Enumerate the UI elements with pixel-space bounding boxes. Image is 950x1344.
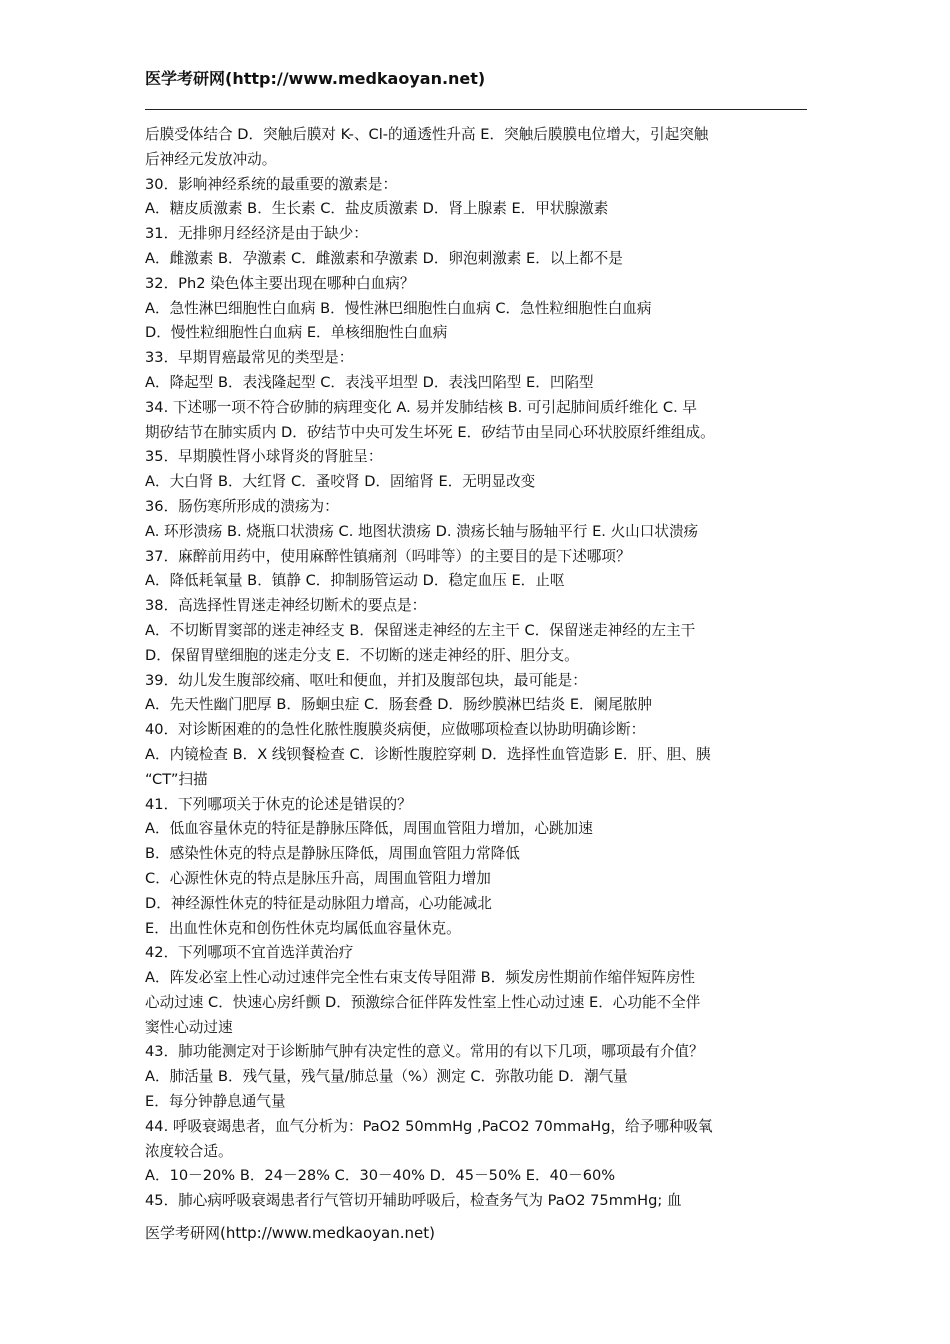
text-line: 浓度较合适。 [145, 1142, 233, 1160]
text-line: 期矽结节在肺实质内 D．矽结节中央可发生坏死 E．矽结节由呈同心环状胶原纤维组成。 [145, 423, 715, 441]
text-line: 30．影响神经系统的最重要的激素是： [145, 175, 398, 193]
text-line: 窦性心动过速 [145, 1018, 233, 1036]
text-line: A．降低耗氧量 B．镇静 C．抑制肠管运动 D．稳定血压 E．止呕 [145, 572, 565, 590]
text-line: 31．无排卵月经经济是由于缺少： [145, 225, 368, 243]
text-line: 心动过速 C．快速心房纤颤 D．预激综合征伴阵发性室上性心动过速 E．心功能不全伴 [145, 993, 701, 1011]
text-line: D．慢性粒细胞性白血病 E．单核细胞性白血病 [145, 324, 448, 342]
text-line: 后膜受体结合 D．突触后膜对 K-、Cl-的通透性升高 E．突触后膜膜电位增大，引起突触 [145, 126, 709, 143]
text-line: A．10－20% B．24－28% C．30－40% D．45－50% E．40－60% [145, 1167, 616, 1185]
text-line: E．每分钟静息通气量 [145, 1093, 286, 1111]
page-footer: 医学考研网(http://www.medkaoyan.net) [145, 1224, 435, 1242]
page-header: 医学考研网(http://www.medkaoyan.net) [145, 69, 486, 88]
text-line: 37．麻醉前用药中，使用麻醉性镇痛剂（吗啡等）的主要目的是下述哪项？ [145, 547, 631, 565]
text-line: 34. 下述哪一项不符合矽肺的病理变化 A. 易并发肺结核 B. 可引起肺间质纤维化 C. 早 [145, 398, 697, 416]
text-line: C．心源性休克的特点是脉压升高，周围血管阻力增加 [145, 869, 491, 887]
text-line: A．大白肾 B．大红肾 C．蚤咬肾 D．固缩肾 E．无明显改变 [145, 473, 536, 491]
text-line: A．急性淋巴细胞性白血病 B．慢性淋巴细胞性白血病 C．急性粒细胞性白血病 [145, 299, 652, 317]
text-line: 后神经元发放冲动。 [145, 150, 277, 168]
text-line: A. 环形溃疡 B. 烧瓶口状溃疡 C. 地图状溃疡 D. 溃疡长轴与肠轴平行 E. 火山口状溃疡 [145, 522, 699, 540]
text-line: D．保留胃壁细胞的迷走分支 E．不切断的迷走神经的肝、胆分支。 [145, 646, 579, 664]
header-divider [145, 109, 807, 110]
text-line: “CT”扫描 [145, 770, 208, 788]
text-line: D．神经源性休克的特征是动脉阻力增高，心功能减北 [145, 894, 492, 912]
text-line: 41．下列哪项关于休克的论述是错误的？ [145, 795, 412, 813]
text-line: 33．早期胃癌最常见的类型是： [145, 349, 354, 367]
text-line: 45．肺心病呼吸衰竭患者行气管切开辅助呼吸后，检查务气为 PaO2 75mmHg; 血 [145, 1192, 682, 1210]
document-body [145, 123, 817, 1214]
text-line: 40．对诊断困难的的急性化脓性腹膜炎病便，应做哪项检查以协助明确诊断： [145, 721, 646, 739]
text-line: A．低血容量休克的特征是静脉压降低，周围血管阻力增加，心跳加速 [145, 820, 593, 838]
text-line: 36．肠伤寒所形成的溃疡为： [145, 497, 339, 515]
text-line: A．糖皮质激素 B．生长素 C．盐皮质激素 D．肾上腺素 E．甲状腺激素 [145, 200, 609, 218]
text-line: 42．下列哪项不宜首选洋黄治疗 [145, 944, 354, 962]
text-line: 44. 呼吸衰竭患者，血气分析为：PaO2 50mmHg ,PaCO2 70mmaHg，给予哪种吸氧 [145, 1117, 713, 1135]
text-line: 38．高选择性胃迷走神经切断术的要点是： [145, 597, 427, 615]
text-line: A．阵发必室上性心动过速伴完全性右束支传导阻滞 B．频发房性期前作缩伴短阵房性 [145, 969, 696, 987]
text-line: A．先天性幽门肥厚 B．肠蛔虫症 C．肠套叠 D．肠纱膜淋巴结炎 E．阑尾脓肿 [145, 696, 653, 714]
text-line: 35．早期膜性肾小球肾炎的肾脏呈： [145, 448, 383, 466]
text-line: B．感染性休克的特点是静脉压降低，周围血管阻力常降低 [145, 845, 520, 863]
text-line: E．出血性休克和创伤性休克均属低血容量休克。 [145, 919, 461, 937]
text-line: A．内镜检查 B．X 线钡餐检查 C．诊断性腹腔穿刺 D．选择性血管造影 E．肝、胆、胰 [145, 745, 711, 763]
text-line: 43．肺功能测定对于诊断肺气肿有决定性的意义。常用的有以下几项，哪项最有介值？ [145, 1043, 704, 1061]
text-line: A．降起型 B．表浅隆起型 C．表浅平坦型 D．表浅凹陷型 E．凹陷型 [145, 373, 594, 391]
text-line: A．肺活量 B．残气量，残气量/肺总量（%）测定 C．弥散功能 D．潮气量 [145, 1068, 628, 1086]
text-line: 39．幼儿发生腹部绞痛、呕吐和便血，并扪及腹部包块，最可能是： [145, 671, 587, 689]
text-line: 32．Ph2 染色体主要出现在哪种白血病？ [145, 274, 415, 292]
text-line: A．不切断胃窦部的迷走神经支 B．保留迷走神经的左主干 C．保留迷走神经的左主干 [145, 621, 696, 639]
text-line: A．雌激素 B．孕激素 C．雌激素和孕激素 D．卵泡刺激素 E．以上都不是 [145, 249, 623, 267]
